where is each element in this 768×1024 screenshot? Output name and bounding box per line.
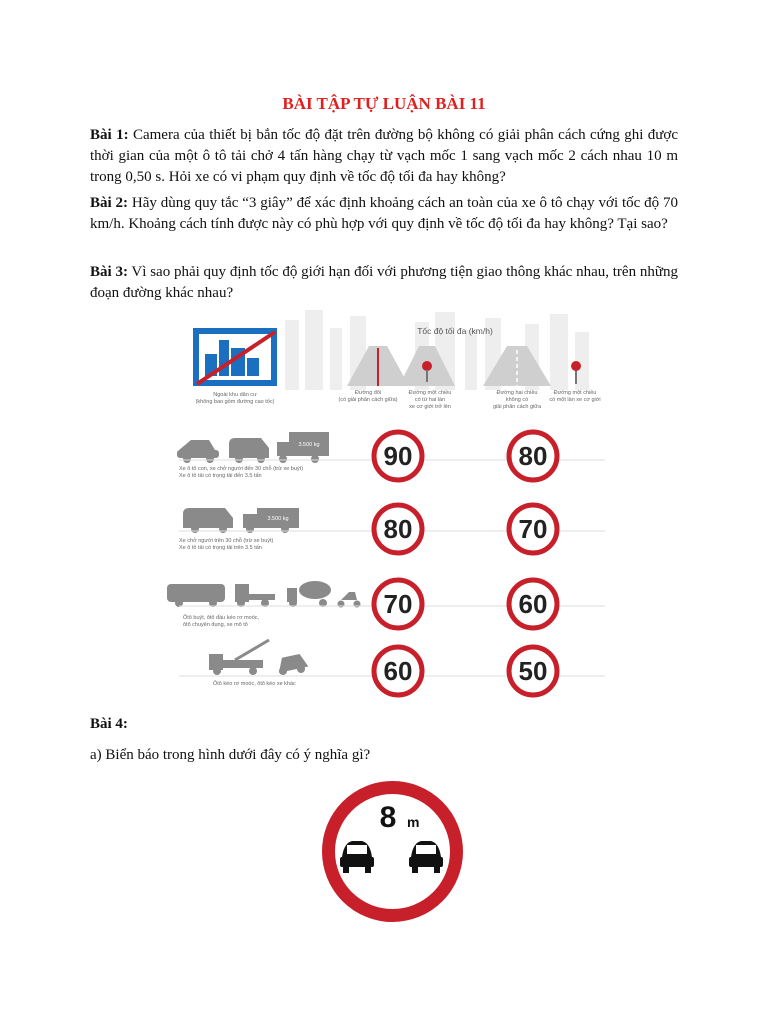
speed-value-row3-b: 60 — [518, 589, 548, 619]
exercise-3-label: Bài 3: — [90, 264, 128, 280]
row3-label-line2: ôtô chuyên dụng, xe mô tô — [183, 622, 248, 628]
speed-value-row4-b: 50 — [518, 656, 548, 686]
road-label-2b: có từ hai làn — [414, 397, 446, 403]
row4-label-line1: Ôtô kéo rơ moóc, ôtô kéo xe khác — [213, 681, 296, 687]
row4-vehicles-icon — [209, 640, 308, 675]
exercise-3 — [90, 262, 678, 304]
exercise-2-text: Hãy dùng quy tắc “3 giây” để xác định khoảng cách an toàn của xe ô tô chạy với tốc độ 70 km/h. Khoảng cách tính được này có phù hợp với quy định về tốc độ tối đa hay không? Tại sao? — [90, 195, 679, 232]
road-label-2c: xe cơ giới trở lên — [409, 404, 451, 410]
speed-header: Tốc độ tối đa (km/h) — [417, 326, 493, 336]
zone-sublabel: (không bao gồm đường cao tốc) — [195, 399, 275, 405]
exercise-1-label: Bài 1: — [90, 127, 129, 143]
road-label-4a: Đường một chiều — [553, 390, 597, 396]
exercise-1-text: Camera của thiết bị bắn tốc độ đặt trên đường bộ không có giải phân cách cứng ghi được thời gian của một ô tô tải chở 4 tấn hàng chạy từ vạch mốc 1 sang vạch mốc 2 cách nhau 10 m trong 0,50 s. Hỏi xe có vi phạm quy định về tốc độ tối đa hay không? — [90, 127, 678, 185]
exercise-3-text: Vì sao phải quy định tốc độ giới hạn đối với phương tiện giao thông khác nhau, trên những đoạn đường khác nhau? — [90, 264, 678, 301]
speed-sign-row1-a — [374, 432, 422, 480]
road-label-3b: không có — [505, 397, 529, 403]
speed-value-row3-a: 70 — [383, 589, 413, 619]
speed-value-row1-b: 80 — [518, 441, 548, 471]
speed-sign-row2-b — [509, 505, 557, 553]
row3-label-line1: Ôtô buýt, ôtô đầu kéo rơ moóc, — [183, 615, 260, 621]
road-label-2a: Đường một chiều — [408, 390, 452, 396]
speed-value-row4-a: 60 — [383, 656, 413, 686]
exercise-4-question-a: a) Biển báo trong hình dưới đây có ý nghĩa gì? — [90, 747, 371, 763]
speed-value-row2-a: 80 — [383, 514, 413, 544]
speed-limit-figure — [165, 310, 605, 705]
row2-label-line2: Xe ô tô tải có trọng tải trên 3.5 tấn — [179, 545, 262, 551]
road-label-4b: có một làn xe cơ giới — [549, 397, 601, 403]
speed-value-row2-b: 70 — [518, 514, 548, 544]
exercise-2 — [90, 193, 678, 235]
zone-label: Ngoài khu dân cư — [213, 392, 257, 398]
speed-sign-row3-a — [374, 580, 422, 628]
road-labels — [338, 390, 600, 410]
speed-sign-row1-b — [509, 432, 557, 480]
row2-vehicles-icon — [183, 508, 299, 533]
road-label-1a: Đường đôi — [354, 390, 382, 396]
truck-plate-1: 3.500 kg — [298, 442, 320, 448]
road-label-3c: giải phân cách giữa — [492, 404, 542, 410]
page-title: BÀI TẬP TỰ LUẬN BÀI 11 — [282, 94, 486, 113]
sign-distance-unit: m — [407, 814, 420, 830]
speed-sign-row2-a — [374, 505, 422, 553]
min-distance-sign-icon — [320, 779, 465, 924]
row1-label-line1: Xe ô tô con, xe chở người đến 30 chỗ (trừ xe buýt) — [179, 466, 304, 472]
speed-sign-row4-a — [374, 647, 422, 695]
row3-vehicles-icon — [167, 581, 361, 608]
exercise-1 — [90, 125, 678, 188]
sign-distance-value: 8 — [379, 801, 397, 834]
out-of-town-sign-icon — [193, 328, 277, 386]
exercise-4-label: Bài 4: — [90, 716, 128, 732]
exercise-2-label: Bài 2: — [90, 195, 129, 211]
row1-label-line2: Xe ô tô tải có trọng tải đến 3.5 tấn — [179, 473, 262, 479]
speed-sign-row4-b — [509, 647, 557, 695]
speed-sign-row3-b — [509, 580, 557, 628]
row2-label-line1: Xe chở người trên 30 chỗ (trừ xe buýt) — [179, 538, 274, 544]
road-label-3a: Đường hai chiều — [496, 390, 538, 396]
row1-vehicles-icon — [177, 432, 329, 463]
speed-value-row1-a: 90 — [383, 441, 413, 471]
truck-plate-2: 3.500 kg — [267, 516, 289, 522]
road-label-1b: (có giải phân cách giữa) — [338, 397, 398, 403]
